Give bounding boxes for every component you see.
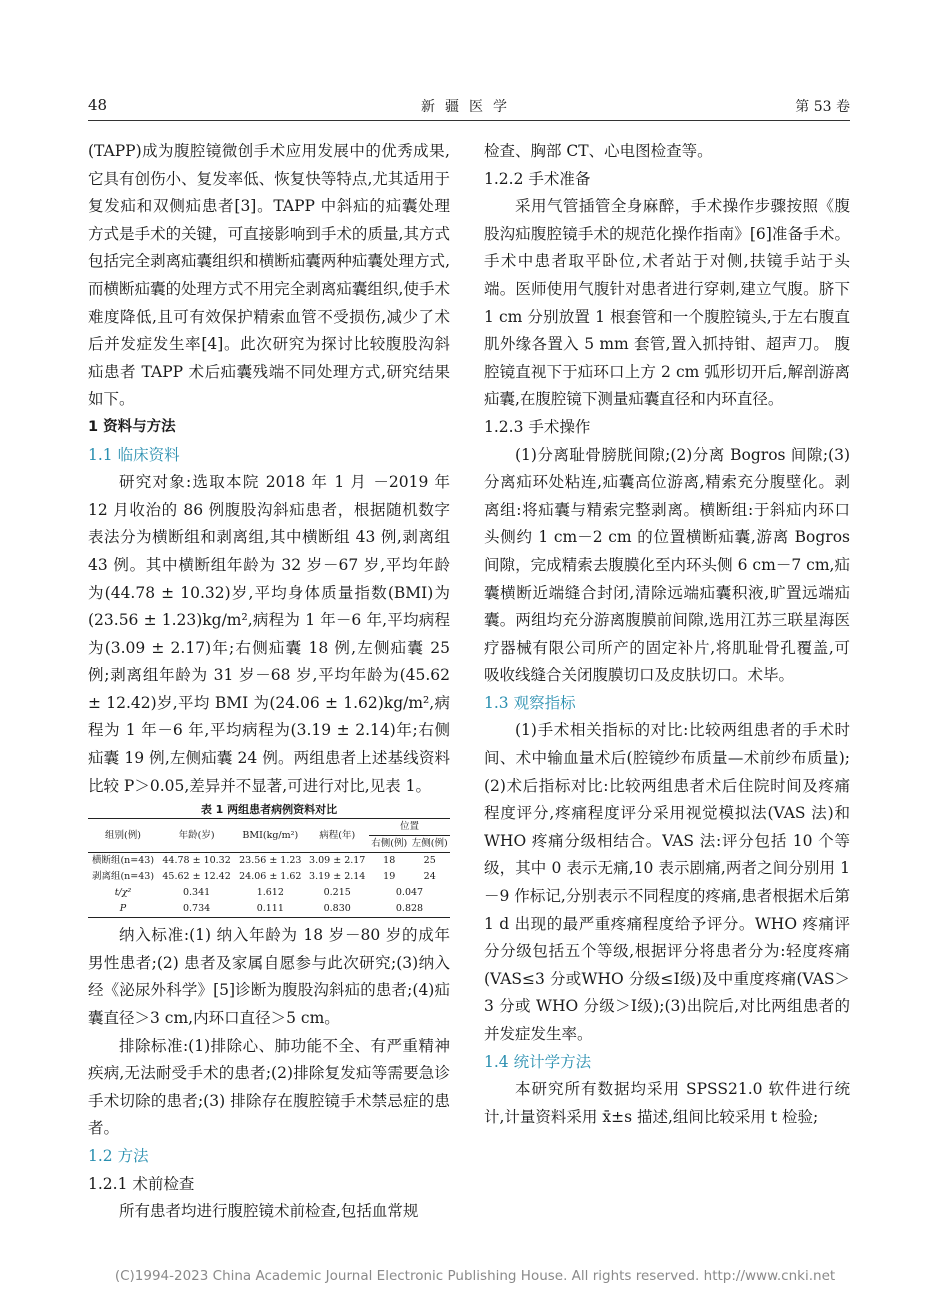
- table-header-cell: 位置: [369, 819, 450, 836]
- left-column: [88, 138, 450, 1226]
- page-header: [88, 96, 850, 120]
- table-cell: 24.06 ± 1.62: [239, 871, 302, 883]
- subsection-heading-observation: 1.3 观察指标: [484, 693, 576, 712]
- page-number: 48: [88, 96, 108, 114]
- table-title: 表 1 两组患者病例资料对比: [200, 803, 338, 817]
- subsection-heading-prep: 1.2.2 手术准备: [484, 169, 591, 188]
- journal-name: 新疆医学: [421, 99, 517, 115]
- table-cell: 0.047: [395, 887, 424, 899]
- table-cell: 0.111: [235, 901, 305, 918]
- copyright-footer: (C)1994-2023 China Academic Journal Electronic Publishing House. All rights reserved. http://www.cnki.net: [114, 1268, 836, 1284]
- table-cell: 剥离组(n=43): [91, 871, 155, 883]
- subsection-heading-statistics: 1.4 统计学方法: [484, 1052, 592, 1071]
- table-cell: 0.215: [323, 887, 351, 899]
- subsection-heading-methods: 1.2 方法: [88, 1147, 149, 1165]
- table-row: [88, 869, 450, 885]
- table-cell: 18: [383, 855, 396, 867]
- prep-paragraph: 采用气管插管全身麻醉，手术操作步骤按照《腹股沟疝腹腔镜手术的规范化操作指南》[6]准备手术。手术中患者取平卧位,术者站于对侧,扶镜手站于头端。医师使用气腹针对患者进行穿刺,建立气腹。脐下 1 cm 分别放置 1 根套管和一个腹腔镜头,于左右腹直肌外缘各置入 5 mm 套管,置入抓持钳、超声刀。 腹腔镜直视下于疝环口上方 2 cm 弧形切开后,解剖游离疝囊,在腹腔镜下测量疝囊直径和内环直径。: [484, 197, 850, 409]
- table-cell: 44.78 ± 10.32: [162, 855, 231, 867]
- subsection-heading-clinical-data: 1.1 临床资料: [88, 445, 180, 464]
- table-subheader-cell: 右侧(例): [369, 836, 410, 853]
- subsection-heading-operation: 1.2.3 手术操作: [484, 417, 591, 436]
- table-header-cell: BMI(kg/m²): [235, 819, 305, 853]
- table-cell: 3.19 ± 2.14: [309, 871, 366, 883]
- table-cell: 45.62 ± 12.42: [162, 871, 231, 883]
- volume-label: 第 53 卷: [795, 99, 850, 115]
- table-cell: 1.612: [256, 887, 284, 899]
- subjects-paragraph: 研究对象:选取本院 2018 年 1 月 －2019 年 12 月收治的 86 例腹股沟斜疝患者，根据随机数字表法分为横断组和剥离组,其中横断组 43 例,剥离组 43 例。其中横断组年龄为 32 岁－67 岁,平均年龄为(44.78 ± 10.32)岁,平均身体质量指数(BMI)为(23.56 ± 1.23)kg/m²,病程为 1 年－6 年,平均病程为(3.09 ± 2.17)年;右侧疝囊 18 例,左侧疝囊 25 例;剥离组年龄为 31 岁－68 岁,平均年龄为(45.62 ± 12.42)岁,平均 BMI 为(24.06 ± 1.62)kg/m²,病程为 1 年－6 年,平均病程为(3.19 ± 2.14)年;右侧疝囊 19 例,左侧疝囊 24 例。两组患者上述基线资料比较 P＞0.05,差异并不显著,可进行对比,见表 1。: [88, 473, 450, 795]
- section-heading-methods: 1 资料与方法: [88, 418, 176, 435]
- table-cell: 0.734: [158, 901, 235, 918]
- table-cell: P: [88, 901, 158, 918]
- table-row: [88, 853, 450, 870]
- table-cell: 24: [423, 871, 436, 883]
- table-cell: 0.828: [369, 901, 450, 918]
- table-cell: 23.56 ± 1.23: [239, 855, 302, 867]
- exclusion-paragraph: 排除标准:(1)排除心、肺功能不全、有严重精神疾病,无法耐受手术的患者;(2)排除复发疝等需要急诊手术切除的患者;(3) 排除存在腹腔镜手术禁忌症的患者。: [88, 1036, 450, 1138]
- operation-paragraph: (1)分离耻骨膀胱间隙;(2)分离 Bogros 间隙;(3)分离疝环处粘连,疝囊高位游离,精索充分腹壁化。剥离组:将疝囊与精索完整剥离。横断组:于斜疝内环口头侧约 1 cm－2 cm 的位置横断疝囊,游离 Bogros 间隙，完成精索去腹膜化至内环头侧 6 cm－7 cm,疝囊横断近端缝合封闭,清除远端疝囊积液,旷置远端疝囊。两组均充分游离腹膜前间隙,选用江苏三联星海医疗器械有限公司所产的固定补片,将肌耻骨孔覆盖,可吸收线缝合关闭腹膜切口及皮肤切口。术毕。: [484, 445, 850, 685]
- right-column: [484, 138, 850, 1131]
- table-cell: 0.830: [305, 901, 369, 918]
- table-cell: 0.341: [182, 887, 211, 899]
- table-cell: t/χ²: [114, 887, 132, 899]
- inclusion-paragraph: 纳入标准:(1) 纳入年龄为 18 岁－80 岁的成年男性患者;(2) 患者及家属自愿参与此次研究;(3)纳入经《泌尿外科学》[5]诊断为腹股沟斜疝的患者;(4)疝囊直径＞3 cm,内环口直径＞5 cm。: [88, 926, 450, 1028]
- table-cell: 19: [383, 871, 396, 883]
- table-subheader-cell: 左侧(例): [409, 836, 450, 853]
- table-cell: 25: [423, 855, 436, 867]
- preop-paragraph: 所有患者均进行腹腔镜术前检查,包括血常规: [119, 1202, 419, 1221]
- intro-paragraph: (TAPP)成为腹腔镜微创手术应用发展中的优秀成果,它具有创伤小、复发率低、恢复快等特点,尤其适用于复发疝和双侧疝患者[3]。TAPP 中斜疝的疝囊处理方式是手术的关键，可直接影响到手术的质量,其方式包括完全剥离疝囊组织和横断疝囊两种疝囊处理方式,而横断疝囊的处理方式不用完全剥离疝囊组织,使手术难度降低,且可有效保护精索血管不受损伤,减少了术后并发症发生率[4]。此次研究为探讨比较腹股沟斜疝患者 TAPP 术后疝囊残端不同处理方式,研究结果如下。: [88, 142, 450, 409]
- table-header-cell: 组别(例): [88, 819, 158, 853]
- observation-paragraph: (1)手术相关指标的对比:比较两组患者的手术时间、术中输血量术后(腔镜纱布质量—术前纱布质量);(2)术后指标对比:比较两组患者术后住院时间及疼痛程度评分,疼痛程度评分采用视觉模拟法(VAS 法)和 WHO 疼痛分级相结合。VAS 法:评分包括 10 个等级，其中 0 表示无痛,10 表示剧痛,两者之间分别用 1－9 作标记,分别表示不同程度的疼痛,患者根据术后第 1 d 出现的最严重疼痛程度给予评分。WHO 疼痛评分分级包括五个等级,根据评分将患者分为:轻度疼痛(VAS≤3 分或WHO 分级≤Ⅰ级)及中重度疼痛(VAS＞3 分或 WHO 分级＞Ⅰ级);(3)出院后,对比两组患者的并发症发生率。: [484, 721, 850, 1043]
- table-row: [88, 885, 450, 901]
- header-rule: [88, 120, 850, 121]
- table-header-cell: 病程(年): [305, 819, 369, 853]
- table-row: [88, 901, 450, 918]
- preop-continued-paragraph: 检查、胸部 CT、心电图检查等。: [484, 142, 713, 160]
- table-cell: 3.09 ± 2.17: [309, 855, 366, 867]
- baseline-table: [88, 818, 450, 918]
- table-header-cell: 年龄(岁): [158, 819, 235, 853]
- statistics-paragraph: 本研究所有数据均采用 SPSS21.0 软件进行统计,计量资料采用 x̄±s 描述,组间比较采用 t 检验;: [484, 1080, 850, 1126]
- subsection-heading-preop: 1.2.1 术前检查: [88, 1174, 195, 1193]
- table-cell: 横断组(n=43): [91, 855, 155, 867]
